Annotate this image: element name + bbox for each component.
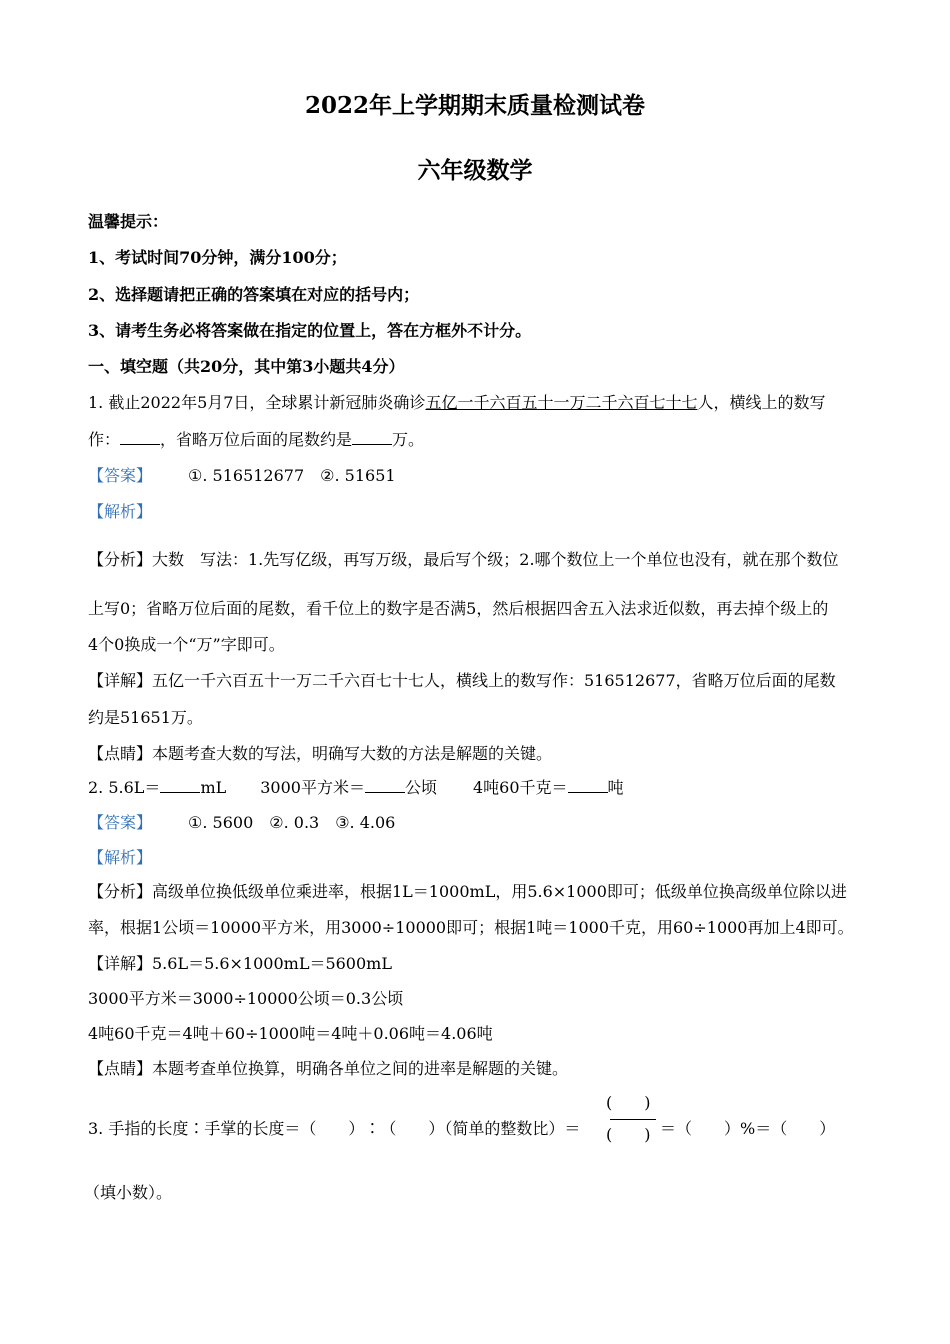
answer-blank [160,778,200,793]
q2-part-b: mL [200,778,227,797]
tip-item: 3、请考生务必将答案做在指定的位置上，答在方框外不计分。 [88,321,532,340]
fraction-numerator: ( ) [606,1093,651,1112]
fraction-denominator: ( ) [606,1125,651,1144]
q2-answer: ①. 5600 ②. 0.3 ③. 4.06 [188,813,396,832]
tip-item: 1、考试时间70分钟，满分100分； [88,248,347,267]
q2-part-e: 4吨60千克＝ [472,778,568,797]
q2-part-c: 3000平方米＝ [260,778,365,797]
question-1-stem-line2 [88,430,424,450]
exam-subtitle: 六年级数学 [417,157,533,184]
exam-title: 2022年上学期期末质量检测试卷 [304,92,645,119]
q2-part-a: 2. 5.6L＝ [88,778,161,797]
tips-heading: 温馨提示： [88,212,169,231]
q2-part-f: 吨 [607,778,624,797]
answer-blank [568,778,608,793]
q2-answer-row [88,813,395,833]
q2-dianjing: 【点睛】本题考查单位换算，明确各单位之间的进率是解题的关键。 [88,1059,569,1078]
question-2-stem [88,778,624,798]
question-3-stem-a: 3. 手指的长度∶手掌的长度＝（ ）∶（ ）（简单的整数比）＝ [88,1119,581,1138]
q1-stem-post: 人，横线上的数写 [697,393,826,412]
q1-stem-a: 作： [88,430,121,449]
q2-part-d: 公顷 [404,778,437,797]
question-3-stem-line2: （填小数）。 [84,1183,173,1202]
tip-item: 2、选择题请把正确的答案填在对应的括号内； [88,285,420,304]
question-1-stem [88,393,825,413]
analysis-label: 【解析】 [88,848,153,867]
q1-answer-row [88,466,396,486]
q1-stem-c: 万。 [392,430,425,449]
q2-xiangjie: 4吨60千克＝4吨＋60÷1000吨＝4吨＋0.06吨＝4.06吨 [88,1024,493,1043]
analysis-label: 【解析】 [88,502,153,521]
section-heading: 一、填空题（共20分，其中第3小题共4分） [88,357,405,376]
fraction-bar [610,1119,656,1120]
fraction-blank [606,1093,658,1149]
q1-answer: ①. 516512677 ②. 51651 [188,466,396,485]
q1-stem-underlined: 五亿一千六百五十一万二千六百七十七 [425,393,698,412]
q2-fenxi: 率，根据1公顷＝10000平方米，用3000÷10000即可；根据1吨＝1000千克，用60÷1000再加上4即可。 [88,918,854,937]
q2-fenxi: 【分析】高级单位换低级单位乘进率，根据1L＝1000mL，用5.6×1000即可；低级单位换高级单位除以进 [88,882,847,901]
q1-stem-b: ，省略万位后面的尾数约是 [160,430,353,449]
question-3-stem-b: ＝（ ）%＝（ ） [660,1119,836,1138]
q1-stem-pre: 1. 截止2022年5月7日，全球累计新冠肺炎确诊 [88,393,426,412]
answer-blank [365,778,405,793]
q1-fenxi: 【分析】大数 写法：1.先写亿级，再写万级，最后写个级；2.哪个数位上一个单位也没有，就在那个数位 [88,550,839,569]
answer-blank [352,430,392,445]
answer-label: 【答案】 [88,813,153,832]
q1-xiangjie: 【详解】五亿一千六百五十一万二千六百七十七人，横线上的数写作：516512677，省略万位后面的尾数 [88,671,836,690]
q2-xiangjie: 【详解】5.6L＝5.6×1000mL＝5600mL [88,954,392,973]
answer-blank [120,430,160,445]
q1-fenxi: 4个0换成一个“万”字即可。 [88,635,285,654]
q1-xiangjie: 约是51651万。 [88,708,203,727]
answer-label: 【答案】 [88,466,153,485]
q2-xiangjie: 3000平方米＝3000÷10000公顷＝0.3公顷 [88,989,404,1008]
q1-dianjing: 【点睛】本题考查大数的写法，明确写大数的方法是解题的关键。 [88,744,553,763]
q1-fenxi: 上写0；省略万位后面的尾数，看千位上的数字是否满5，然后根据四舍五入法求近似数，再去掉个级上的 [88,599,829,618]
